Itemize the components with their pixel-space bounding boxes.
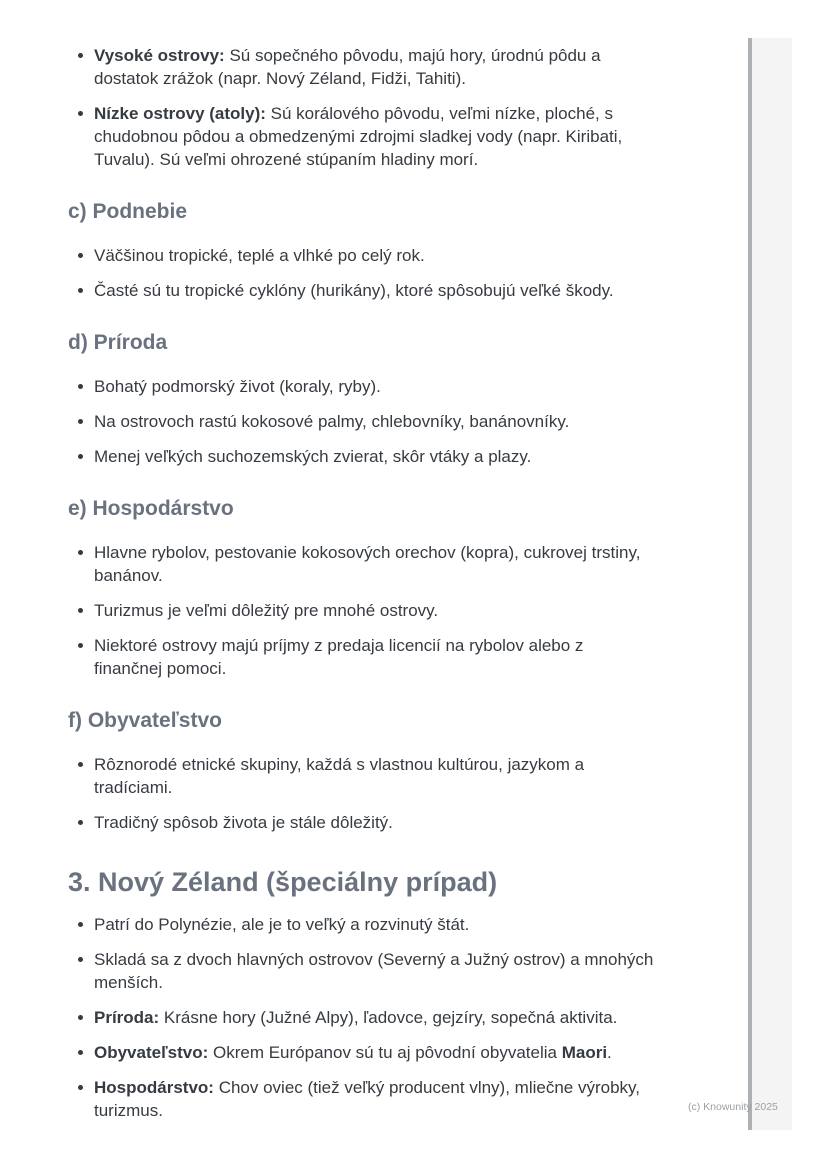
section-heading: c) Podnebie (68, 200, 188, 223)
bullet-list (68, 541, 728, 680)
list-item (68, 410, 728, 433)
section-heading: e) Hospodárstvo (68, 497, 234, 520)
text-run: Menej veľkých suchozemských zvierat, skôr vtáky a plazy. (94, 447, 532, 466)
section-heading: d) Príroda (68, 331, 168, 354)
text-run: Bohatý podmorský život (koraly, ryby). (94, 377, 381, 396)
list-item (68, 375, 728, 398)
text-run: Na ostrovoch rastú kokosové palmy, chlebovníky, banánovníky. (94, 412, 570, 431)
bold-text-run: Nízke ostrovy (atoly): (94, 104, 266, 123)
text-run: Rôznorodé etnické skupiny, každá s vlastnou kultúrou, jazykom a tradíciami. (94, 755, 585, 797)
text-run: Patrí do Polynézie, ale je to veľký a rozvinutý štát. (94, 915, 470, 934)
text-run: Chov oviec (tiež veľký producent vlny), mliečne výrobky, turizmus. (94, 1078, 640, 1120)
bold-text-run: Príroda: (94, 1008, 160, 1027)
bullet-list (68, 244, 728, 302)
section-heading: f) Obyvateľstvo (68, 709, 222, 732)
text-run: Turizmus je veľmi dôležitý pre mnohé ostrovy. (94, 601, 439, 620)
text-run: Sú sopečného pôvodu, majú hory, úrodnú pôdu a dostatok zrážok (napr. Nový Zéland, Fidži, Tahiti). (94, 46, 601, 88)
text-run: Skladá sa z dvoch hlavných ostrovov (Severný a Južný ostrov) a mnohých menších. (94, 950, 654, 992)
bold-text-run: Maori (561, 1043, 608, 1062)
bullet-list (68, 753, 728, 834)
list-item (68, 1006, 728, 1029)
bullet-list (68, 913, 728, 1122)
list-item (68, 599, 728, 622)
text-run: Väčšinou tropické, teplé a vlhké po celý rok. (94, 246, 425, 265)
bold-text-run: Hospodárstvo: (94, 1078, 214, 1097)
copyright-watermark: (c) Knowunity 2025 (688, 1101, 778, 1113)
list-item (68, 1076, 728, 1122)
list-item (68, 634, 728, 680)
bold-text-run: Obyvateľstvo: (94, 1043, 209, 1062)
document-content (68, 44, 728, 1134)
bold-text-run: Vysoké ostrovy: (94, 46, 225, 65)
text-run: Niektoré ostrovy majú príjmy z predaja licencií na rybolov alebo z finančnej pomoci. (94, 636, 584, 678)
list-item (68, 44, 728, 90)
text-run: Okrem Európanov sú tu aj pôvodní obyvatelia (208, 1043, 562, 1062)
list-item (68, 753, 728, 799)
list-item (68, 811, 728, 834)
text-run: Časté sú tu tropické cyklóny (hurikány), ktoré spôsobujú veľké škody. (94, 281, 614, 300)
list-item (68, 1041, 728, 1064)
page-edge-strip (748, 38, 792, 1130)
list-item (68, 541, 728, 587)
text-run: . (607, 1043, 612, 1062)
list-item (68, 102, 728, 171)
list-item (68, 948, 728, 994)
list-item (68, 279, 728, 302)
section-heading: 3. Nový Zéland (špeciálny prípad) (68, 867, 498, 897)
list-item (68, 445, 728, 468)
list-item (68, 244, 728, 267)
text-run: Hlavne rybolov, pestovanie kokosových orechov (kopra), cukrovej trstiny, banánov. (94, 543, 641, 585)
text-run: Tradičný spôsob života je stále dôležitý. (94, 813, 393, 832)
list-item (68, 913, 728, 936)
bullet-list (68, 44, 728, 171)
text-run: Sú korálového pôvodu, veľmi nízke, ploché, s chudobnou pôdou a obmedzenými zdrojmi sladkej vody (napr. Kiribati, Tuvalu). Sú veľmi ohrozené stúpaním hladiny morí. (94, 104, 623, 169)
bullet-list (68, 375, 728, 468)
text-run: Krásne hory (Južné Alpy), ľadovce, gejzíry, sopečná aktivita. (159, 1008, 618, 1027)
